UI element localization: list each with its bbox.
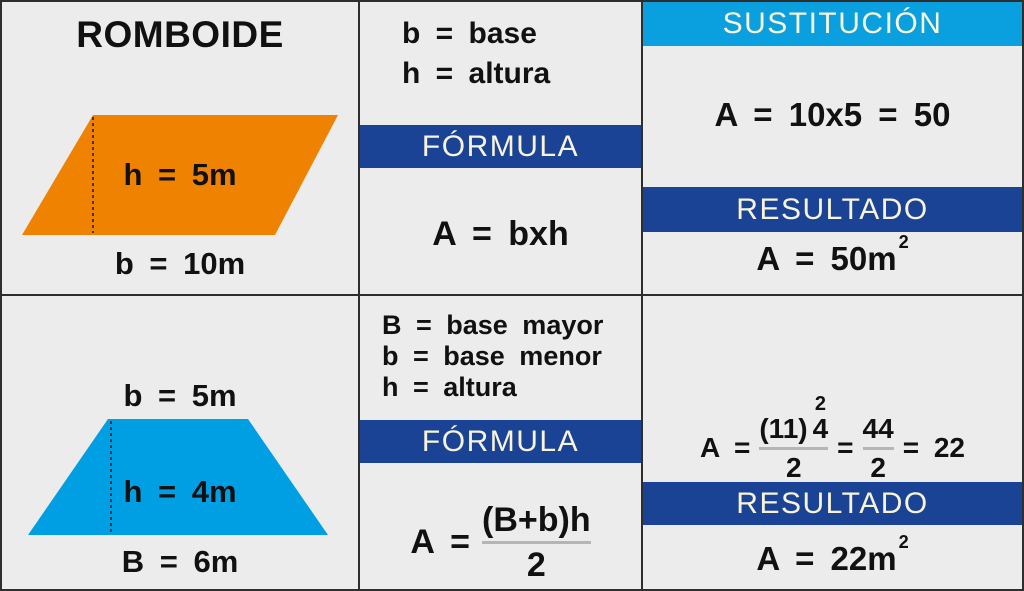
trapecio-minor-base-label: b = 5m	[123, 378, 237, 413]
formula-banner: FÓRMULA	[360, 420, 641, 463]
romboide-result-cell	[643, 2, 1022, 294]
romboide-legend	[402, 14, 550, 94]
legend-line-h: h = altura	[402, 57, 551, 90]
resultado-banner: RESULTADO	[643, 482, 1022, 525]
fraction-numerator: (B+b)h	[482, 500, 591, 539]
romboide-base-label: b = 10m	[114, 246, 246, 281]
trapecio-formula	[360, 492, 641, 589]
trapecio-formula-cell	[360, 296, 641, 589]
romboide-formula-cell	[360, 2, 641, 294]
trapecio-height-label: h = 4m	[123, 474, 237, 509]
trapecio-figure-cell	[2, 296, 358, 589]
result-value: A = 50m	[756, 240, 897, 277]
result-exponent: 2	[898, 232, 909, 253]
fraction-bar	[863, 447, 894, 450]
numerator-factor-stack	[813, 394, 829, 444]
fraction1-denominator: 2	[785, 451, 802, 483]
substitution-fraction-2	[863, 414, 894, 483]
romboide-substitution: A = 10x5 = 50	[714, 96, 951, 133]
fraction-denominator: 2	[526, 545, 546, 584]
legend-line-B: B = base mayor	[382, 310, 604, 340]
legend-line-h: h = altura	[382, 372, 517, 402]
romboide-formula: A = bxh	[432, 215, 569, 253]
romboide-figure-cell	[2, 2, 358, 294]
stack-factor: 4	[812, 412, 829, 444]
romboide-height-label: h = 5m	[123, 157, 237, 192]
fraction1-numerator	[759, 394, 828, 444]
result-exponent: 2	[898, 532, 909, 553]
formula-lhs: A =	[410, 522, 470, 561]
formula-banner: FÓRMULA	[360, 125, 641, 168]
equals-sign: =	[837, 432, 854, 463]
trapecio-result-cell	[643, 296, 1022, 589]
legend-line-b: b = base	[402, 17, 537, 50]
fraction2-denominator: 2	[870, 451, 886, 483]
stack-superscript: 2	[814, 392, 826, 415]
substitution-lhs: A =	[700, 432, 751, 463]
numerator-parenthesis-term: (11)	[759, 412, 808, 444]
fraction-bar	[759, 447, 828, 450]
trapecio-major-base-label: B = 6m	[121, 544, 239, 579]
formula-fraction	[482, 502, 591, 583]
result-value: A = 22m	[756, 540, 897, 577]
trapecio-legend	[382, 310, 603, 403]
substitution-result: = 22	[902, 432, 965, 463]
trapecio-result	[643, 532, 1022, 578]
romboide-result	[643, 232, 1022, 278]
substitution-fraction-1	[759, 394, 828, 483]
fraction2-numerator: 44	[862, 412, 894, 444]
fraction-bar	[482, 541, 591, 544]
resultado-banner: RESULTADO	[643, 187, 1022, 232]
romboide-title: ROMBOIDE	[76, 14, 284, 55]
sustitucion-banner: SUSTITUCIÓN	[643, 2, 1022, 46]
legend-line-b: b = base menor	[382, 341, 602, 371]
